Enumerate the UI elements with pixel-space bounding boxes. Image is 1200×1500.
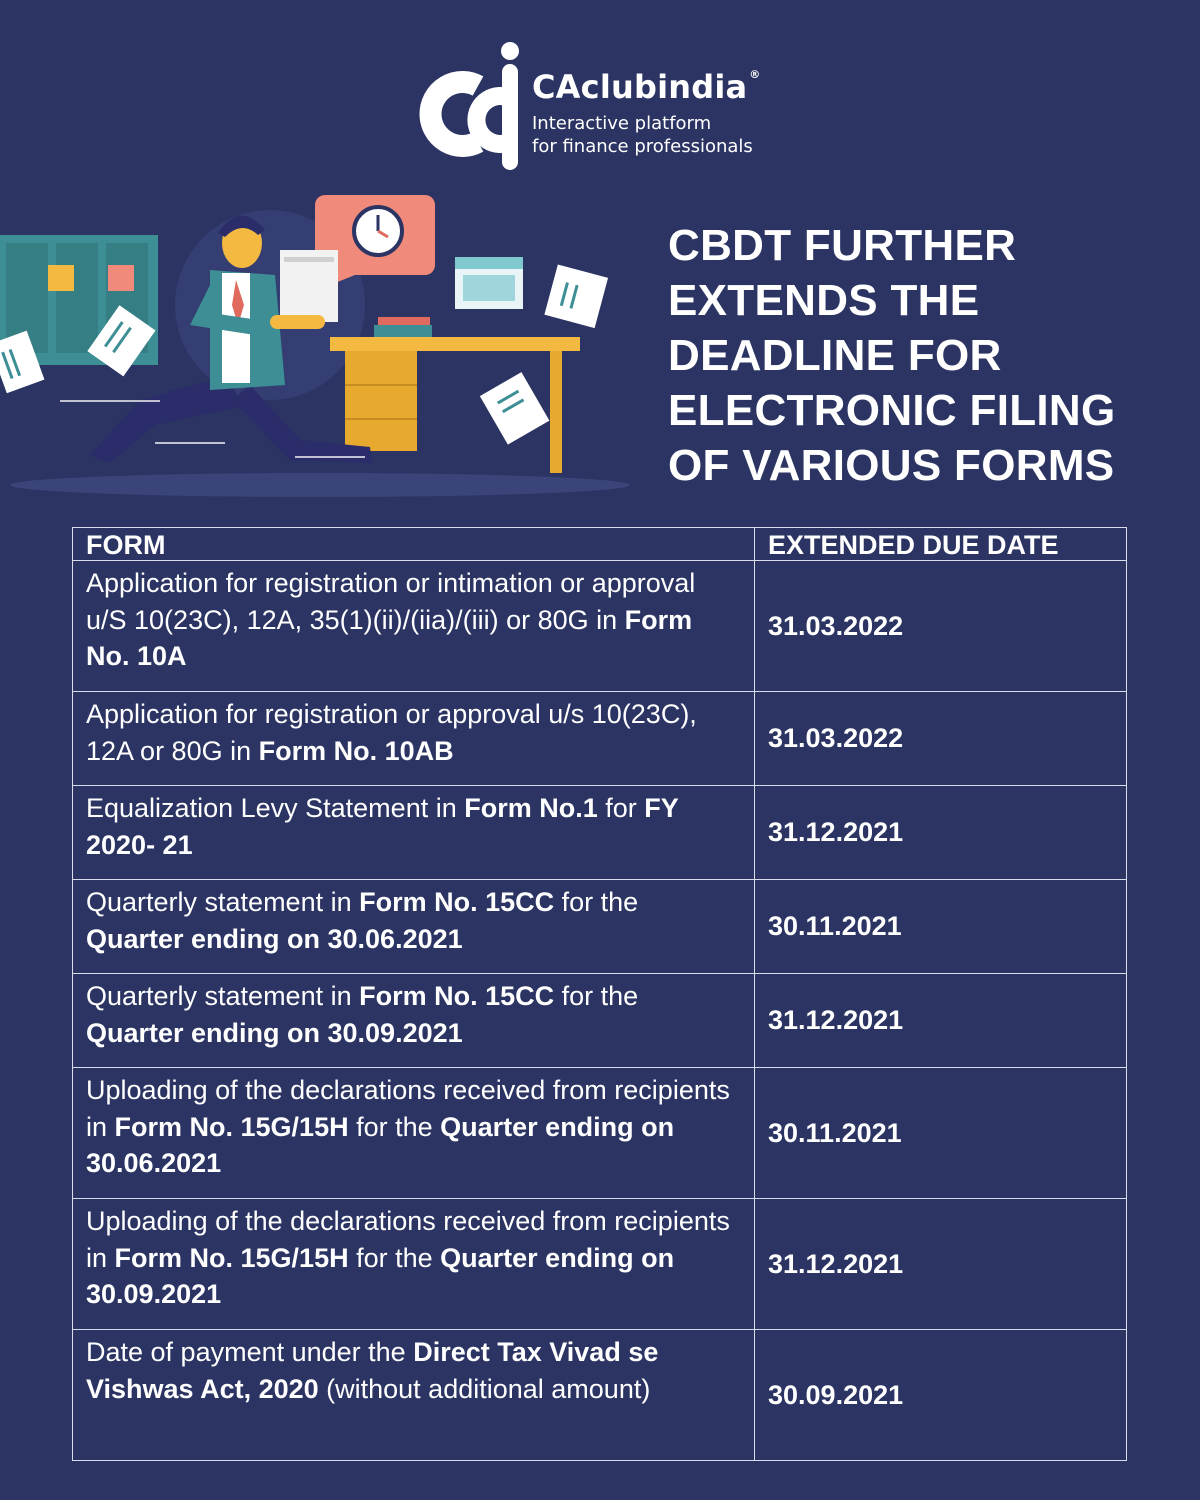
extended-due-date: 31.12.2021: [755, 974, 1127, 1068]
desk-top: [330, 337, 580, 351]
table-row: [73, 561, 1127, 692]
form-text-bold: Form No. 10AB: [258, 735, 454, 766]
deadline-rush-illustration: [0, 185, 640, 505]
flying-paper-icon: [544, 264, 608, 328]
form-text-bold: FY 2020- 21: [86, 793, 679, 860]
form-text-bold: Form No. 15G/15H: [114, 1242, 349, 1273]
table-row: [73, 692, 1127, 786]
brand-tagline-1: Interactive platform: [532, 113, 712, 134]
form-text: for the: [554, 887, 639, 917]
form-text-bold: Quarter ending on 30.09.2021: [86, 1242, 675, 1309]
form-text: for: [597, 793, 645, 823]
headline: [668, 218, 1188, 493]
flying-paper-icon: [480, 372, 550, 444]
floor-shadow: [10, 473, 630, 497]
headline-line: EXTENDS THE: [668, 276, 980, 325]
form-description: [73, 880, 755, 974]
form-text: Date of payment under the: [86, 1337, 414, 1367]
form-description: [73, 561, 755, 692]
table-row: [73, 1199, 1127, 1330]
headline-line: OF VARIOUS FORMS: [668, 441, 1115, 490]
form-text-bold: Form No.1: [464, 793, 598, 823]
form-text-bold: Form No. 15CC: [359, 887, 555, 917]
headline-line: DEADLINE FOR: [668, 331, 1002, 380]
extended-due-date: 31.03.2022: [755, 561, 1127, 692]
table-row: [73, 974, 1127, 1068]
headline-line: CBDT FURTHER: [668, 221, 1017, 270]
form-text: for the: [554, 981, 639, 1011]
form-text: Application for registration or approval u/s 10(23C), 12A or 80G in: [86, 699, 697, 766]
desk-drawers: [345, 351, 417, 451]
headline-line: ELECTRONIC FILING: [668, 386, 1116, 435]
form-text-bold: Quarter ending on 30.09.2021: [86, 1017, 463, 1048]
form-text-bold: Form No. 10A: [86, 604, 693, 671]
form-text: Quarterly statement in: [86, 887, 360, 917]
form-text-bold: Form No. 15G/15H: [114, 1111, 349, 1142]
calendar-icon: [455, 257, 523, 309]
table-row: [73, 1068, 1127, 1199]
table-header-row: [73, 528, 1127, 561]
table-row: [73, 1330, 1127, 1461]
form-description: [73, 1199, 755, 1330]
form-text: Application for registration or intimation or approval u/S 10(23C), 12A, 35(1)(ii)/(iia)/(iii) or 80G in: [86, 568, 696, 635]
brand-name: CAclubindia ®: [532, 68, 761, 106]
form-description: [73, 1330, 755, 1461]
header-form: FORM: [73, 528, 755, 561]
form-text-bold: Form No. 15CC: [359, 981, 555, 1011]
extended-due-date: 30.11.2021: [755, 1068, 1127, 1199]
form-description: [73, 786, 755, 880]
header-extended-due-date: EXTENDED DUE DATE: [755, 528, 1127, 561]
form-text: Equalization Levy Statement in: [86, 793, 465, 823]
form-text: Quarterly statement in: [86, 981, 360, 1011]
form-text: Uploading of the declarations received from recipients in: [86, 1206, 730, 1273]
form-text-bold: Quarter ending on 30.06.2021: [86, 1111, 675, 1178]
brand-logo: [418, 42, 778, 177]
extended-due-date: 30.11.2021: [755, 880, 1127, 974]
extended-due-date: 31.03.2022: [755, 692, 1127, 786]
form-text-bold: Quarter ending on 30.06.2021: [86, 923, 463, 954]
table-row: [73, 880, 1127, 974]
form-text: (without additional amount): [318, 1373, 651, 1404]
form-text: for the: [348, 1242, 441, 1273]
form-description: [73, 692, 755, 786]
cci-logo-mark-icon: [418, 42, 528, 177]
form-text: Uploading of the declarations received from recipients in: [86, 1075, 730, 1142]
deadlines-table: [72, 527, 1127, 1461]
brand-tagline-2: for finance professionals: [532, 136, 753, 157]
form-description: [73, 1068, 755, 1199]
extended-due-date: 31.12.2021: [755, 1199, 1127, 1330]
extended-due-date: 30.09.2021: [755, 1330, 1127, 1461]
form-text-bold: Direct Tax Vivad se Vishwas Act, 2020: [86, 1337, 659, 1404]
extended-due-date: 31.12.2021: [755, 786, 1127, 880]
table-row: [73, 786, 1127, 880]
form-text: for the: [348, 1111, 441, 1142]
form-description: [73, 974, 755, 1068]
